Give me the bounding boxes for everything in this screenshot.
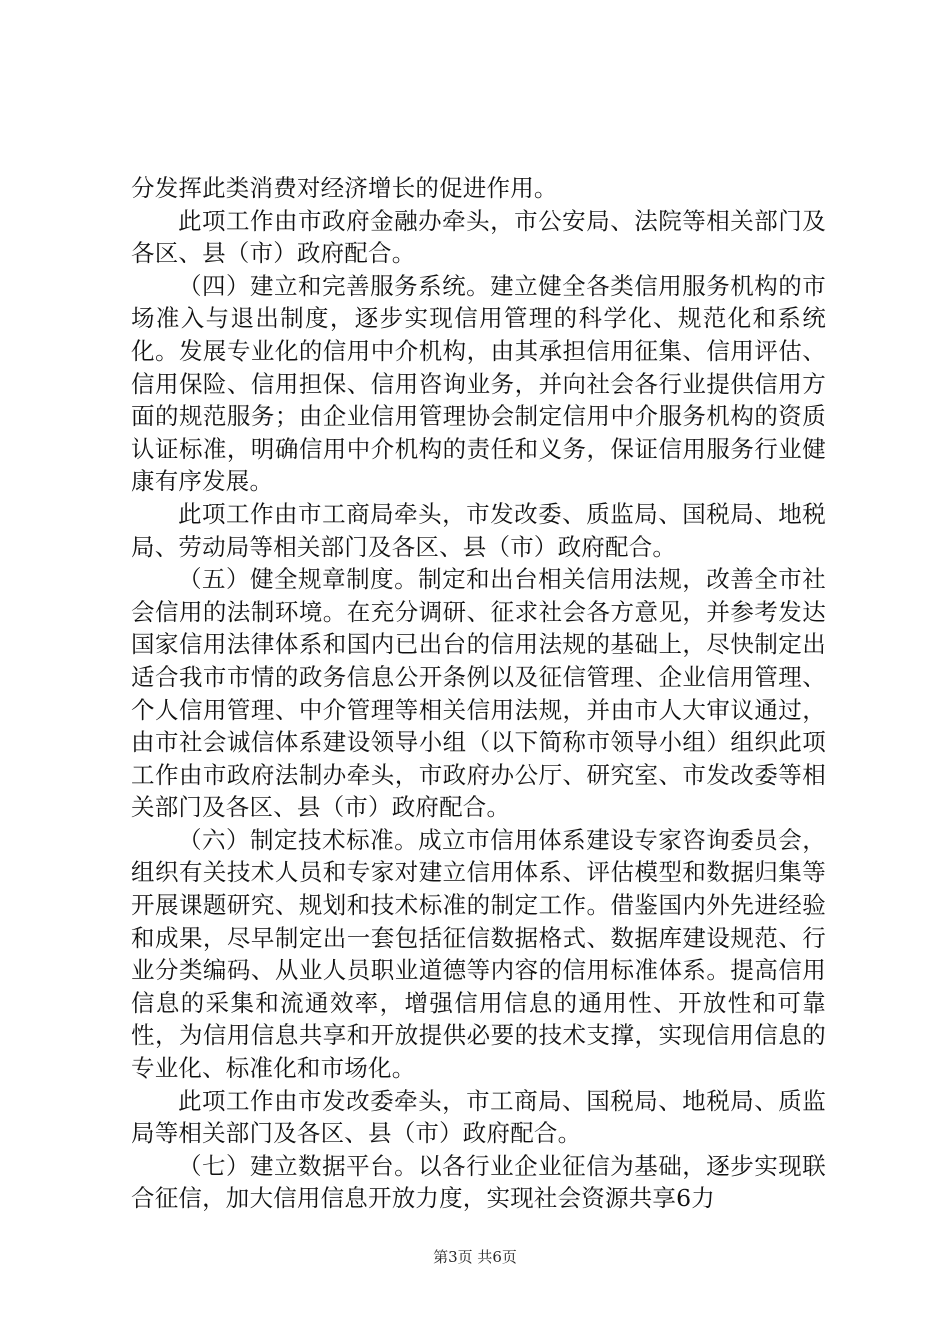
paragraph-data-platform: （七）建立数据平台。以各行业企业征信为基础，逐步实现联合征信，加大信用信息开放力度，实现社会资源共享6力 — [131, 1151, 826, 1213]
document-body — [131, 172, 826, 1215]
paragraph-technical-standards: （六）制定技术标准。成立市信用体系建设专家咨询委员会，组织有关技术人员和专家对建立信用体系、评估模型和数据归集等开展课题研究、规划和技术标准的制定工作。借鉴国内外先进经验和成果，尽早制定出一套包括征信数据格式、数据库建设规范、行业分类编码、从业人员职业道德等内容的信用标准体系。提高信用信息的采集和流通效率，增强信用信息的通用性、开放性和可靠性，为信用信息共享和开放提供必要的技术支撑，实现信用信息的专业化、标准化和市场化。 — [131, 825, 826, 1083]
paragraph-development-commission: 此项工作由市发改委牵头，市工商局、国税局、地税局、质监局等相关部门及各区、县（市）政府配合。 — [131, 1086, 826, 1148]
page-number-footer: 第3页 共6页 — [433, 1248, 517, 1266]
paragraph-finance-office: 此项工作由市政府金融办牵头，市公安局、法院等相关部门及各区、县（市）政府配合。 — [131, 206, 826, 268]
paragraph-commerce-bureau: 此项工作由市工商局牵头，市发改委、质监局、国税局、地税局、劳动局等相关部门及各区、县（市）政府配合。 — [131, 499, 826, 561]
paragraph-service-system: （四）建立和完善服务系统。建立健全各类信用服务机构的市场准入与退出制度，逐步实现信用管理的科学化、规范化和系统化。发展专业化的信用中介机构，由其承担信用征集、信用评估、信用保险、信用担保、信用咨询业务，并向社会各行业提供信用方面的规范服务；由企业信用管理协会制定信用中介服务机构的资质认证标准，明确信用中介机构的责任和义务，保证信用服务行业健康有序发展。 — [131, 271, 826, 496]
paragraph-continuation: 分发挥此类消费对经济增长的促进作用。 — [131, 174, 558, 202]
paragraph-regulations: （五）健全规章制度。制定和出台相关信用法规，改善全市社会信用的法制环境。在充分调研、征求社会各方意见，并参考发达国家信用法律体系和国内已出台的信用法规的基础上，尽快制定出适合我市市情的政务信息公开条例以及征信管理、企业信用管理、个人信用管理、中介管理等相关信用法规，并由市人大审议通过，由市社会诚信体系建设领导小组（以下简称市领导小组）组织此项工作由市政府法制办牵头，市政府办公厅、研究室、市发改委等相关部门及各区、县（市）政府配合。 — [131, 565, 826, 822]
